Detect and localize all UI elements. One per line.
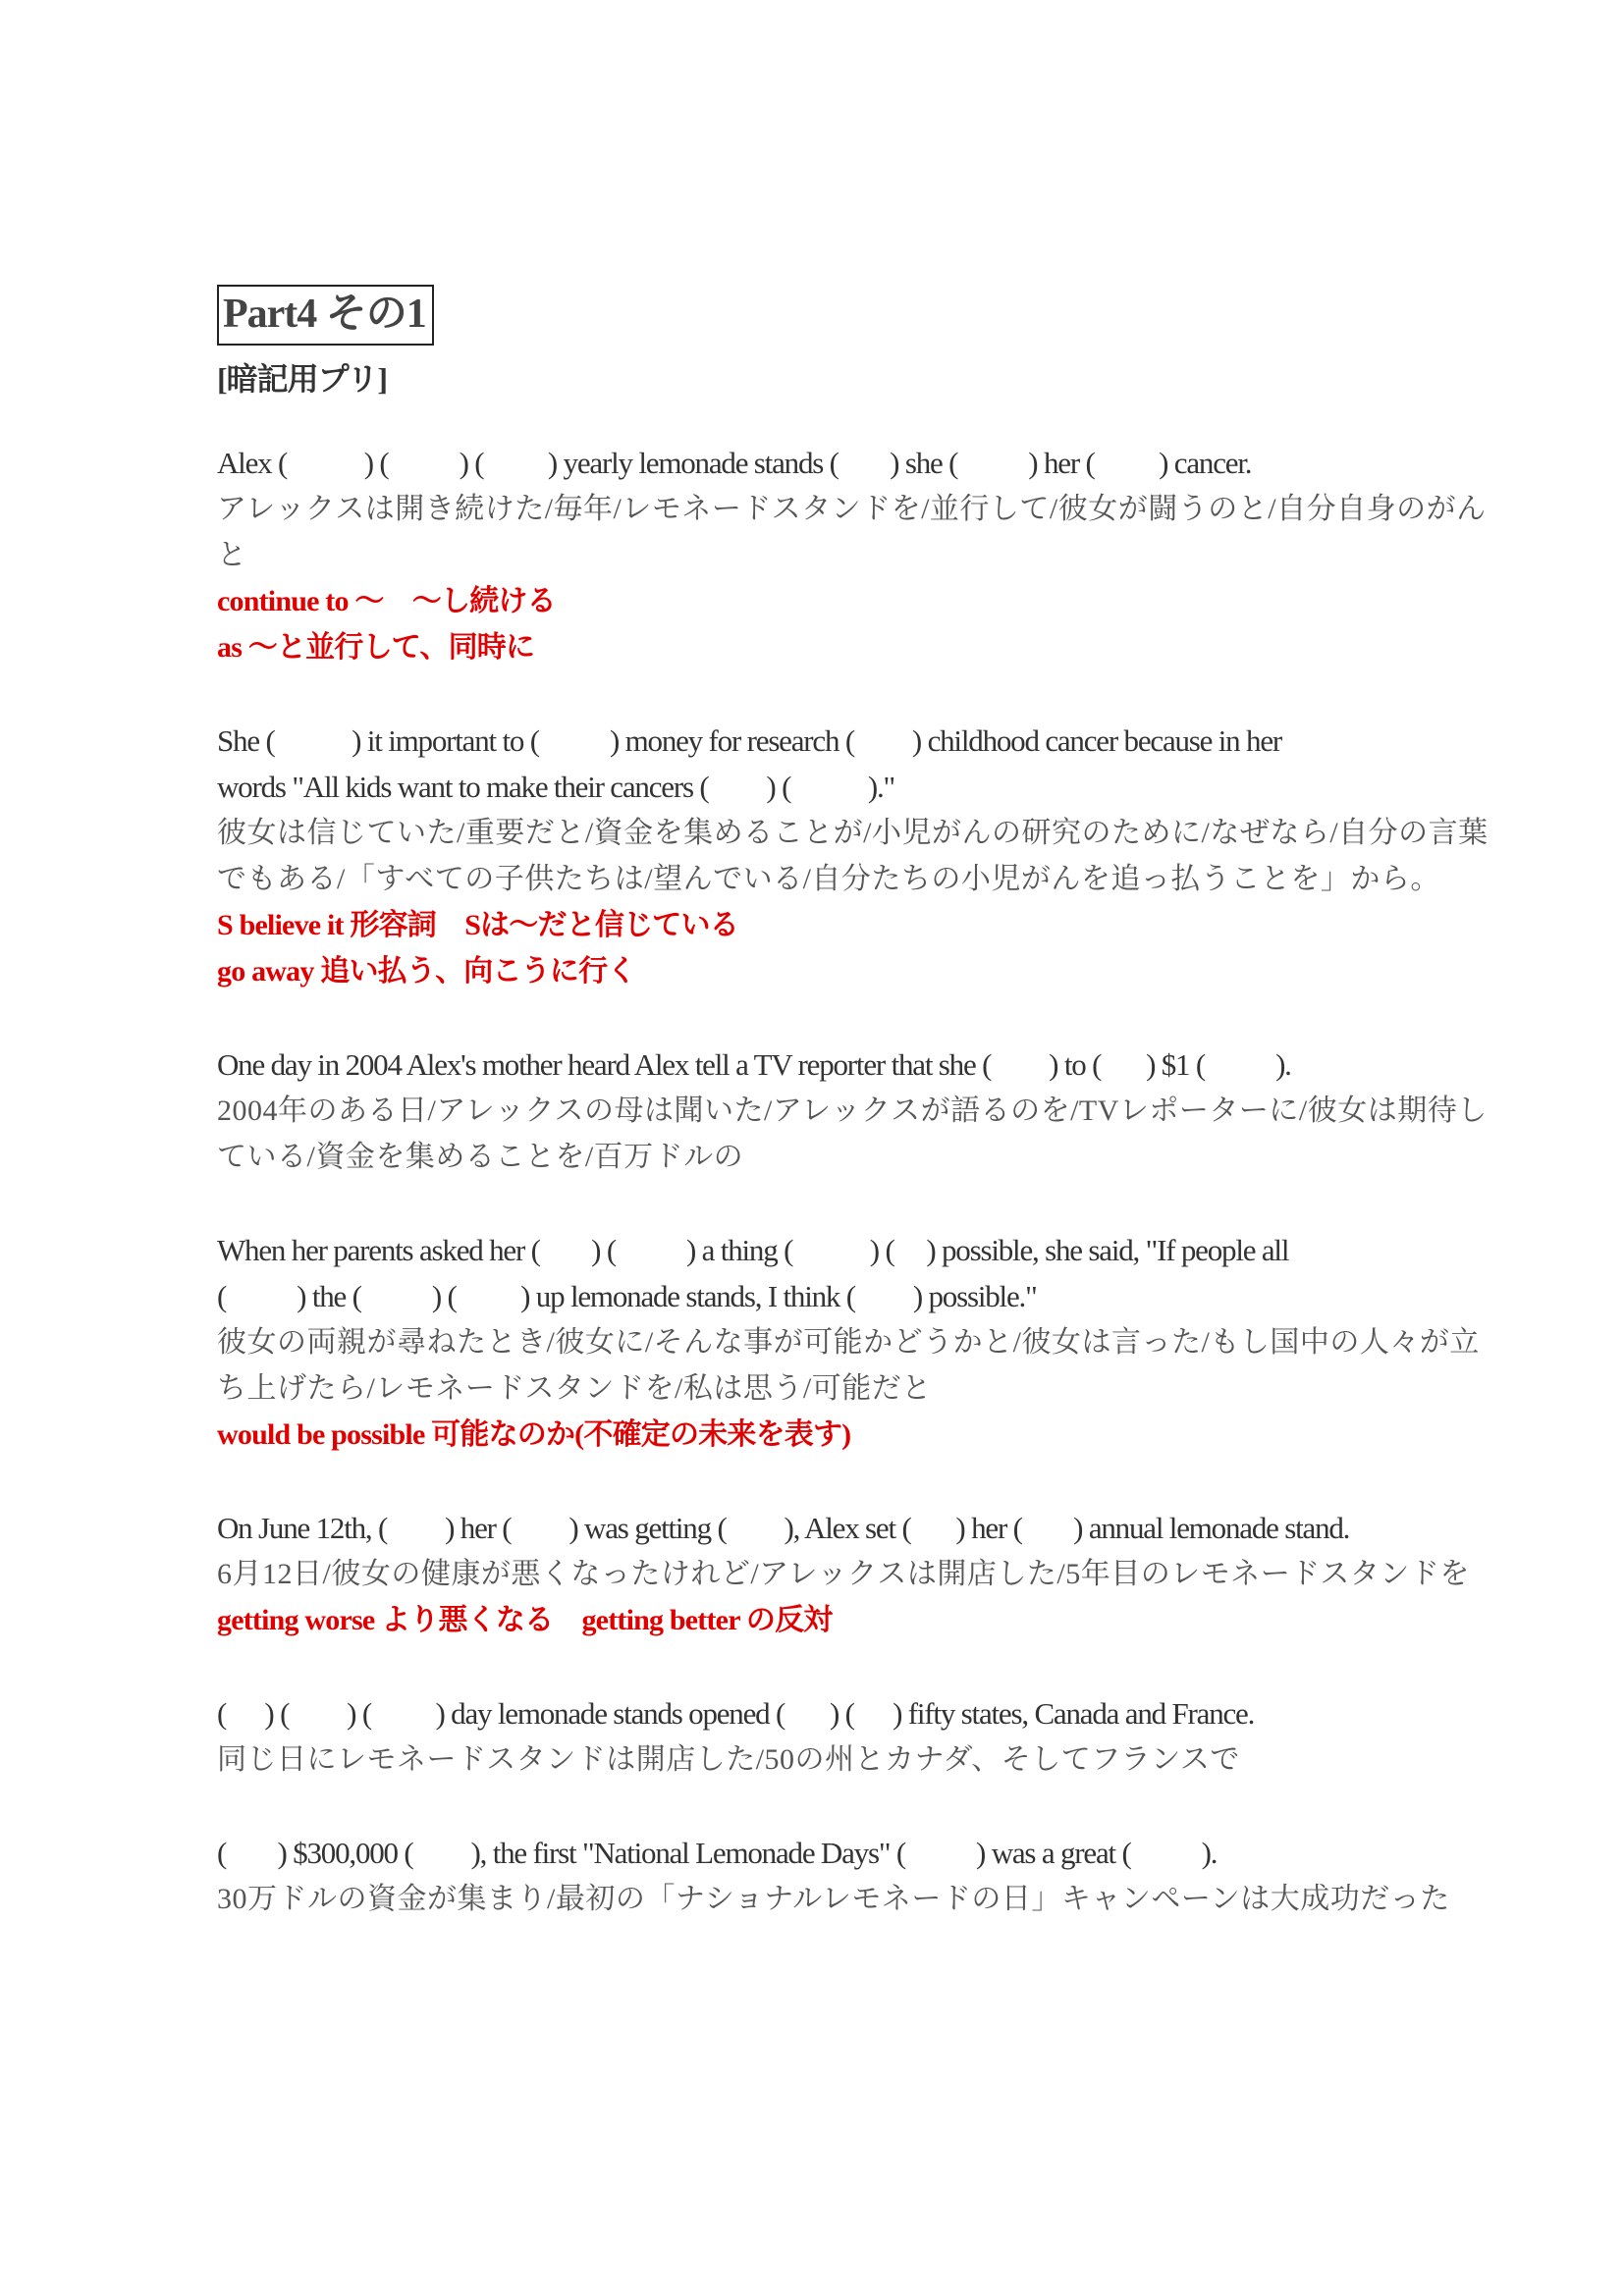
page-title: Part4 その1	[217, 285, 434, 346]
exercise-block	[217, 440, 1533, 670]
japanese-translation-line: 2004年のある日/アレックスの母は聞いた/アレックスが語るのを/TVレポーターに/彼女は期待し	[217, 1095, 1488, 1127]
grammar-note: getting worse より悪くなる getting better の反対	[217, 1604, 833, 1636]
exercise-block	[217, 1690, 1533, 1783]
japanese-translation-line: と	[217, 539, 247, 571]
grammar-note: S believe it 形容詞 Sは〜だと信じている	[217, 909, 738, 941]
japanese-translation-line: 同じ日にレモネードスタンドは開店した/50の州とカナダ、そしてフランスで	[217, 1743, 1240, 1776]
japanese-translation-line: ち上げたら/レモネードスタンドを/私は思う/可能だと	[217, 1372, 932, 1405]
exercise-block	[217, 1830, 1533, 1922]
exercise-list	[217, 440, 1533, 1922]
english-sentence-line: ( ) the ( ) ( ) up lemonade stands, I think ( ) possible."	[217, 1279, 1037, 1313]
grammar-note: go away 追い払う、向こうに行く	[217, 955, 636, 988]
japanese-translation-line: 6月12日/彼女の健康が悪くなったけれど/アレックスは開店した/5年目のレモネードスタンドを	[217, 1558, 1470, 1590]
grammar-note: as 〜と並行して、同時に	[217, 631, 535, 664]
english-sentence-line: words "All kids want to make their cancers ( ) ( )."	[217, 770, 894, 804]
grammar-note: continue to 〜 〜し続ける	[217, 585, 556, 617]
english-sentence-line: ( ) ( ) ( ) day lemonade stands opened ( ) ( ) fifty states, Canada and France.	[217, 1696, 1255, 1731]
exercise-block	[217, 718, 1533, 994]
english-sentence-line: Alex ( ) ( ) ( ) yearly lemonade stands ( ) she ( ) her ( ) cancer.	[217, 446, 1252, 480]
english-sentence-line: She ( ) it important to ( ) money for research ( ) childhood cancer because in her	[217, 723, 1282, 758]
english-sentence-line: On June 12th, ( ) her ( ) was getting ( ), Alex set ( ) her ( ) annual lemonade stand.	[217, 1511, 1350, 1545]
exercise-block	[217, 1041, 1533, 1180]
japanese-translation-line: でもある/「すべての子供たちは/望んでいる/自分たちの小児がんを追っ払うことを」から。	[217, 863, 1440, 895]
grammar-note: would be possible 可能なのか(不確定の未来を表す)	[217, 1418, 851, 1451]
english-sentence-line: One day in 2004 Alex's mother heard Alex tell a TV reporter that she ( ) to ( ) $1 ( ).	[217, 1047, 1291, 1082]
page-subtitle: [暗記用プリ]	[217, 361, 388, 397]
japanese-translation-line: ている/資金を集めることを/百万ドルの	[217, 1141, 744, 1173]
exercise-block	[217, 1505, 1533, 1643]
english-sentence-line: ( ) $300,000 ( ), the first "National Lemonade Days" ( ) was a great ( ).	[217, 1836, 1218, 1870]
japanese-translation-line: 30万ドルの資金が集まり/最初の「ナショナルレモネードの日」キャンペーンは大成功だった	[217, 1883, 1450, 1915]
exercise-block	[217, 1227, 1533, 1458]
document-page	[217, 285, 1533, 1922]
english-sentence-line: When her parents asked her ( ) ( ) a thing ( ) ( ) possible, she said, "If people all	[217, 1233, 1289, 1267]
japanese-translation-line: アレックスは開き続けた/毎年/レモネードスタンドを/並行して/彼女が闘うのと/自分自身のがん	[217, 493, 1487, 525]
japanese-translation-line: 彼女は信じていた/重要だと/資金を集めることが/小児がんの研究のために/なぜなら/自分の言葉	[217, 817, 1489, 849]
japanese-translation-line: 彼女の両親が尋ねたとき/彼女に/そんな事が可能かどうかと/彼女は言った/もし国中の人々が立	[217, 1326, 1480, 1359]
